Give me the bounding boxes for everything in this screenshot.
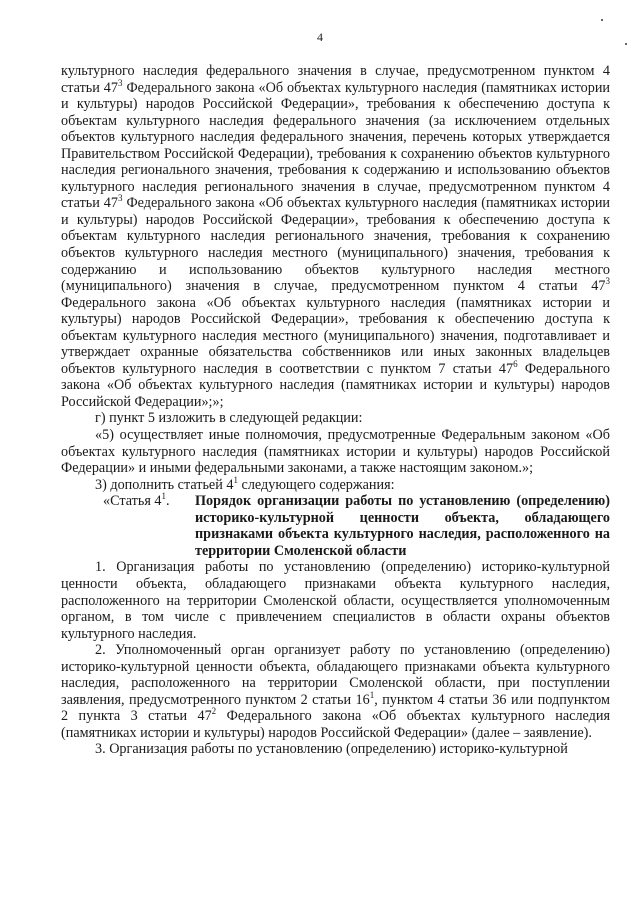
- page-number: 4: [317, 30, 323, 44]
- paragraph-point-3: 3. Организация работы по установлению (определению) историко-культурной: [95, 741, 568, 758]
- document-body: [61, 63, 610, 758]
- article-heading: [61, 493, 610, 559]
- article-label: «Статья $4^1$.: [103, 491, 170, 510]
- paragraph-item-g: г) пункт 5 изложить в следующей редакции:: [95, 410, 363, 427]
- paragraph-point-1: 1. Организация работы по установлению (определению) историко-культурной ценности объекта, обладающего признаками объекта культурного наследия, расположенного на территории Смоленской области, осуществляется уполномоченным органом, в том числе с привлечением специалистов в области охраны объектов культурного наследия.: [61, 559, 610, 642]
- scan-speck: [601, 19, 603, 21]
- paragraph-point-2: 2. Уполномоченный орган организует работу по установлению (определению) историко-культурной ценности объекта, обладающего признаками объекта культурного наследия, расположенного на территории Смоленской области, при поступлении заявления, предусмотренного пунктом 2 статьи $16^1$, пунктом 4 статьи 36 или подпунктом 2 пункта 3 статьи $47^2$ Федерального закона «Об объектах культурного наследия (памятниках истории и культуры) народов Российской Федерации» (далее – заявление).: [61, 642, 610, 741]
- paragraph-item-5: «5) осуществляет иные полномочия, предусмотренные Федеральным законом «Об объектах культурного наследия (памятниках истории и культуры) народов Российской Федерации» и иными федеральными законами, а также настоящим законом.»;: [61, 427, 610, 477]
- article-title: Порядок организации работы по установлению (определению) историко-культурной ценности объекта, обладающего признаками объекта культурного наследия, расположенного на территории Смоленской области: [195, 493, 610, 559]
- scan-speck: [625, 43, 627, 45]
- paragraph-item-3: 3) дополнить статьей $4^1$ следующего содержания:: [95, 474, 395, 493]
- paragraph-continuation: культурного наследия федерального значения в случае, предусмотренном пунктом 4 статьи $47^3$ Федерального закона «Об объектах культурного наследия (памятниках истории и культуры) народов Российской Федерации», требования к обеспечению доступа к объектам культурного наследия федерального значения (за исключением отдельных объектов культурного наследия федерального значения, перечень которых утверждается Правительством Российской Федерации), требования к сохранению объектов культурного наследия регионального значения, требования к содержанию и использованию объектов культурного наследия регионального значения в случае, предусмотренном пунктом 4 статьи $47^3$ Федерального закона «Об объектах культурного наследия (памятниках истории и культуры) народов Российской Федерации», требования к обеспечению доступа к объектам культурного наследия регионального значения, требования к сохранению объектов культурного наследия местного (муниципального) значения, требования к содержанию и использованию объектов культурного наследия местного (муниципального) значения в случае, предусмотренном пунктом 4 статьи $47^3$ Федерального закона «Об объектах культурного наследия (памятниках истории и культуры) народов Российской Федерации», требования к обеспечению доступа к объектам культурного наследия местного (муниципального) значения, подготавливает и утверждает охранные обязательства собственников или иных законных владельцев объектов культурного наследия в соответствии с пунктом 7 статьи $47^6$ Федерального закона «Об объектах культурного наследия (памятниках истории и культуры) народов Российской Федерации»;»;: [61, 63, 610, 410]
